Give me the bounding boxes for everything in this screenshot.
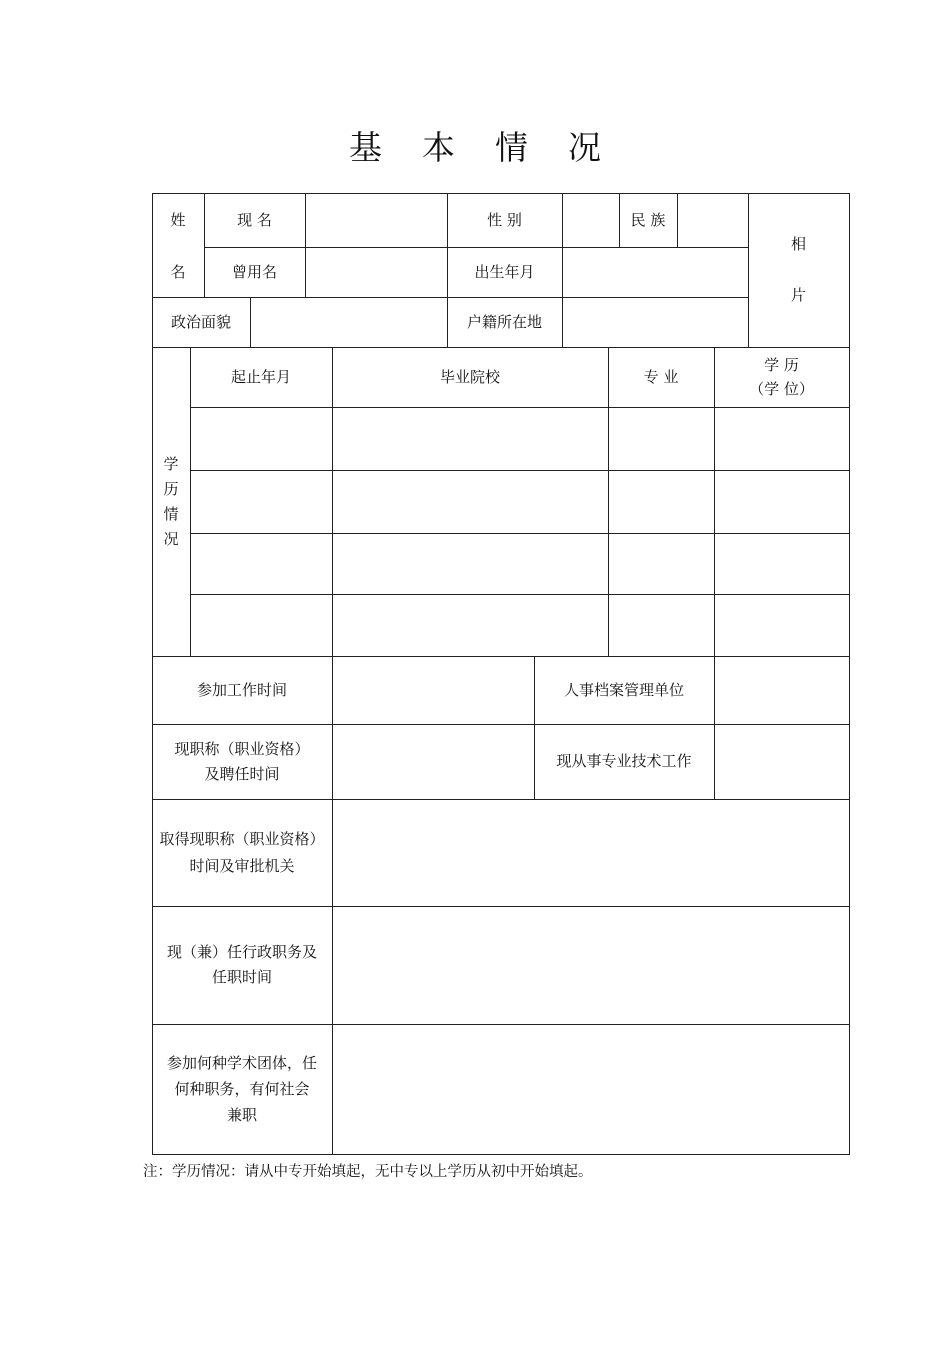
edu-row-4-major[interactable] bbox=[608, 594, 714, 656]
edu-row-3-period[interactable] bbox=[190, 533, 332, 594]
photo-label: 片 bbox=[790, 286, 806, 304]
photo-area[interactable] bbox=[748, 193, 849, 347]
title-char: 况 bbox=[568, 128, 601, 167]
current-work-field[interactable] bbox=[714, 724, 849, 799]
work-start-field[interactable] bbox=[332, 656, 534, 724]
birth-field[interactable] bbox=[562, 247, 748, 297]
association-field[interactable] bbox=[332, 1024, 849, 1154]
former-name-field[interactable] bbox=[305, 247, 447, 297]
current-name-label: 现 名 bbox=[237, 210, 272, 229]
ethnicity-label: 民 族 bbox=[630, 210, 666, 229]
footnote: 注：学历情况：请从中专开始填起，无中专以上学历从初中开始填起。 bbox=[143, 1164, 593, 1180]
current-name-field[interactable] bbox=[305, 193, 447, 247]
edu-row-3-major[interactable] bbox=[608, 533, 714, 594]
photo-label: 相 bbox=[790, 235, 806, 253]
title-char: 基 bbox=[349, 128, 382, 167]
edu-row-1-degree[interactable] bbox=[714, 407, 849, 470]
household-field[interactable] bbox=[562, 297, 748, 347]
political-label: 政治面貌 bbox=[170, 312, 231, 331]
edu-row-4-school[interactable] bbox=[332, 594, 608, 656]
title-char: 情 bbox=[495, 128, 528, 167]
association-label: 参加何种学术团体，任 何种职务，有何社会 兼职 bbox=[166, 1054, 317, 1124]
gender-field[interactable] bbox=[562, 193, 619, 247]
degree-header: 学 历 （学 位） bbox=[749, 356, 814, 398]
obtain-title-label: 取得现职称（职业资格） 时间及审批机关 bbox=[159, 829, 325, 875]
name-label: 姓 bbox=[170, 210, 186, 229]
gender-label: 性 别 bbox=[487, 210, 522, 229]
work-start-label: 参加工作时间 bbox=[196, 680, 287, 699]
edu-row-2-period[interactable] bbox=[190, 470, 332, 533]
edu-row-1-period[interactable] bbox=[190, 407, 332, 470]
title-time-label: 现职称（职业资格） 及聘任时间 bbox=[174, 739, 310, 783]
edu-row-1-major[interactable] bbox=[608, 407, 714, 470]
period-header: 起止年月 bbox=[230, 367, 291, 386]
name-label: 名 bbox=[170, 262, 186, 281]
household-label: 户籍所在地 bbox=[466, 312, 542, 331]
archive-unit-field[interactable] bbox=[714, 656, 849, 724]
former-name-label: 曾用名 bbox=[231, 262, 277, 281]
major-header: 专 业 bbox=[643, 367, 679, 386]
birth-label: 出生年月 bbox=[474, 262, 535, 281]
edu-row-2-degree[interactable] bbox=[714, 470, 849, 533]
education-side-label: 学 历 情 况 bbox=[163, 454, 179, 548]
obtain-title-field[interactable] bbox=[332, 799, 849, 906]
archive-unit-label: 人事档案管理单位 bbox=[563, 680, 684, 699]
edu-row-4-degree[interactable] bbox=[714, 594, 849, 656]
edu-row-1-school[interactable] bbox=[332, 407, 608, 470]
title-time-field[interactable] bbox=[332, 724, 534, 799]
edu-row-3-school[interactable] bbox=[332, 533, 608, 594]
edu-row-3-degree[interactable] bbox=[714, 533, 849, 594]
table-border-bottom bbox=[152, 1154, 850, 1155]
school-header: 毕业院校 bbox=[439, 367, 500, 386]
title-char: 本 bbox=[422, 128, 455, 167]
edu-row-4-period[interactable] bbox=[190, 594, 332, 656]
admin-post-label: 现（兼）任行政职务及 任职时间 bbox=[166, 943, 317, 986]
edu-row-2-major[interactable] bbox=[608, 470, 714, 533]
current-work-label: 现从事专业技术工作 bbox=[556, 752, 692, 770]
admin-post-field[interactable] bbox=[332, 906, 849, 1024]
political-field[interactable] bbox=[250, 297, 447, 347]
table-border-right bbox=[849, 193, 850, 1155]
edu-row-2-school[interactable] bbox=[332, 470, 608, 533]
ethnicity-field[interactable] bbox=[677, 193, 748, 247]
